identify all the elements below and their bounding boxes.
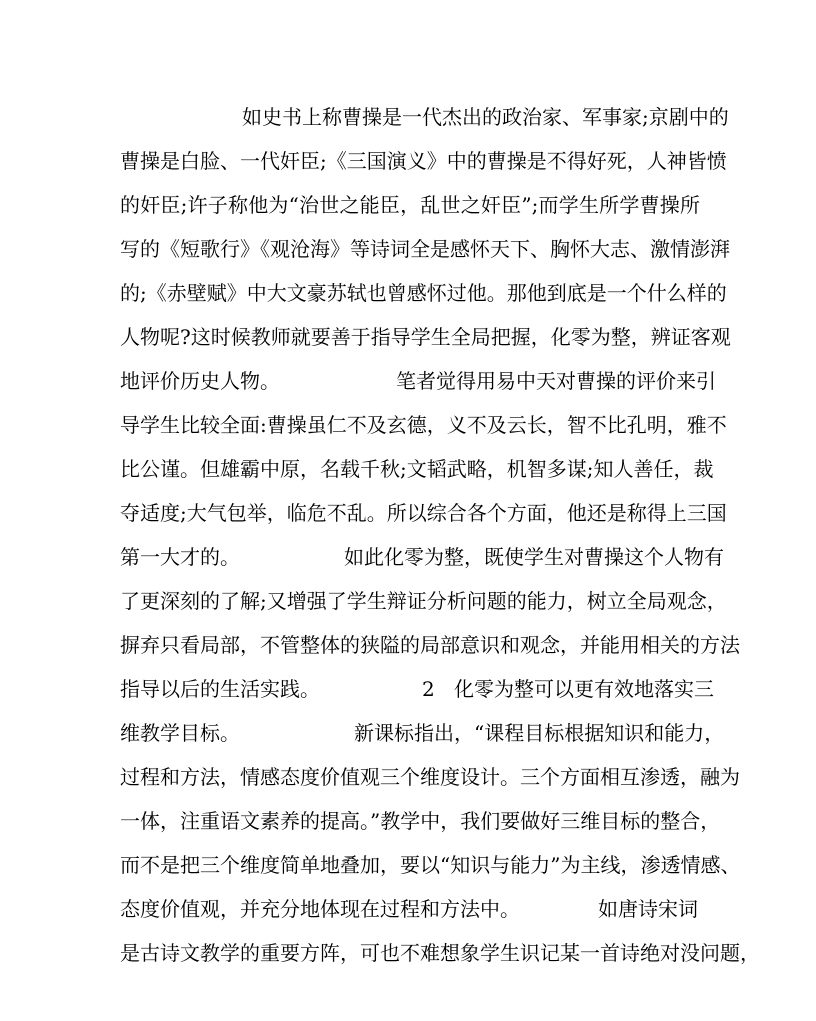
text-segment: 指导以后的生活实践。 — [120, 677, 320, 701]
text-line: 人物呢?这时候教师就要善于指导学生全局把握，化零为整，辨证客观 — [120, 325, 731, 349]
text-line: 写的《短歌行》《观沧海》等诗词全是感怀天下、胸怀大志、激情澎湃 — [120, 237, 730, 261]
text-line: 导学生比较全面:曹操虽仁不及玄德，义不及云长，智不比孔明，雅不 — [120, 413, 727, 437]
text-segment: 笔者觉得用易中天对曹操的评价来引 — [396, 369, 716, 393]
text-segment: 态度价值观，并充分地体现在过程和方法中。 — [120, 897, 520, 921]
text-line: 曹操是白脸、一代奸臣;《三国演义》中的曹操是不得好死，人神皆愤 — [120, 149, 727, 173]
text-line: 如史书上称曹操是一代杰出的政治家、军事家;京剧中的 — [242, 105, 729, 129]
text-line: 了更深刻的了解;又增强了学生辩证分析问题的能力，树立全局观念， — [120, 589, 727, 613]
text-segment: 如此化零为整，既使学生对曹操这个人物有 — [344, 545, 724, 569]
text-segment: 化零为整可以更有效地落实三 — [454, 677, 714, 701]
text-line: 夺适度;大气包举，临危不乱。所以综合各个方面，他还是称得上三国 — [120, 501, 727, 525]
text-segment: 如唐诗宋词 — [598, 897, 698, 921]
text-line: 一体，注重语文素养的提高。”教学中，我们要做好三维目标的整合， — [120, 809, 721, 833]
text-line: 的奸臣;许子称他为“治世之能臣，乱世之奸臣”;而学生所学曹操所 — [120, 193, 700, 217]
text-segment: 地评价历史人物。 — [120, 369, 280, 393]
text-line: 过程和方法，情感态度价值观三个维度设计。三个方面相互渗透，融为 — [120, 765, 740, 789]
text-segment: 第一大才的。 — [120, 545, 240, 569]
section-number: 2 — [422, 677, 435, 701]
text-line: 比公谨。但雄霸中原，名载千秋;文韬武略，机智多谋;知人善任，裁 — [120, 457, 714, 481]
text-segment: 新课标指出，“课程目标根据知识和能力， — [354, 721, 725, 745]
text-segment: 维教学目标。 — [120, 721, 240, 745]
text-line: 是古诗文教学的重要方阵，可也不难想象学生识记某一首诗绝对没问题， — [120, 941, 760, 965]
text-line: 而不是把三个维度简单地叠加，要以“知识与能力”为主线，渗透情感、 — [120, 853, 741, 877]
text-line: 的;《赤壁赋》中大文豪苏轼也曾感怀过他。那他到底是一个什么样的 — [120, 281, 727, 305]
text-line: 摒弃只看局部，不管整体的狭隘的局部意识和观念，并能用相关的方法 — [120, 633, 740, 657]
